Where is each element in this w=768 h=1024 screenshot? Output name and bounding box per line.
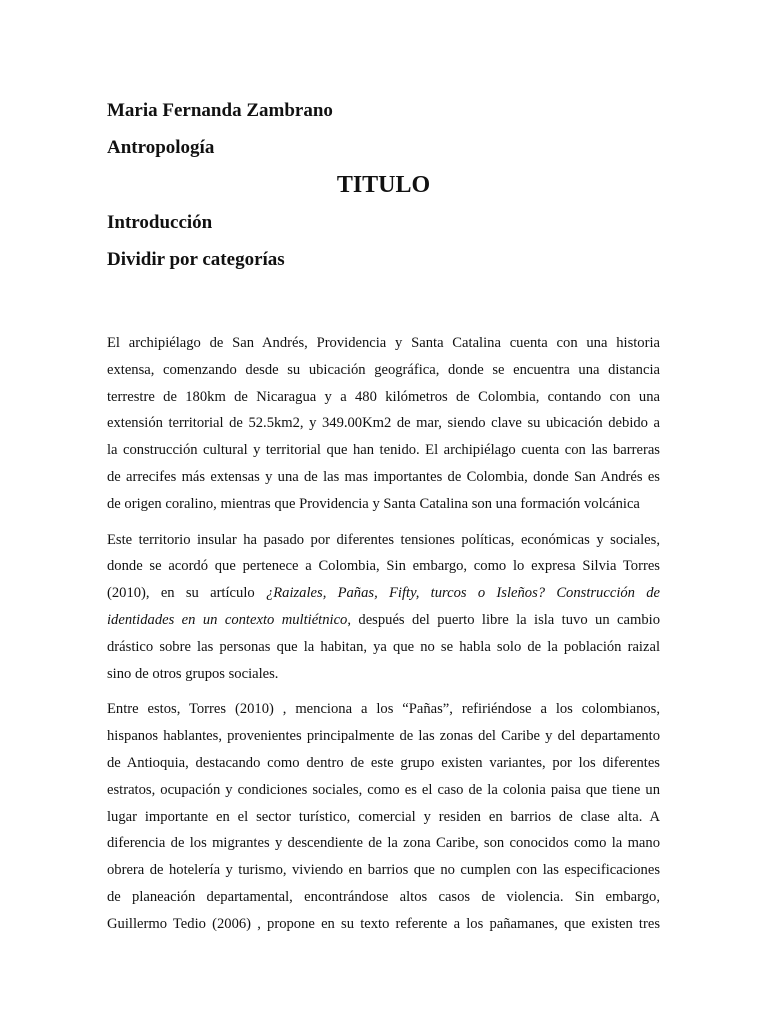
text-fragment: , después del puerto libre la isla tuvo un cambio [347,611,660,628]
text-line: Entre estos, Torres (2010) , menciona a los “Pañas”, refiriéndose a los colombianos, [107,701,660,718]
text-line: obrera de hotelería y turismo, viviendo en barrios que no cumplen con las especificaciones [107,862,660,879]
paragraph-panas [107,696,660,937]
text-line [107,580,660,607]
text-line: la construcción cultural y territorial que han tenido. El archipiélago cuenta con las barreras [107,442,660,459]
text-line: El archipiélago de San Andrés, Providencia y Santa Catalina cuenta con una historia [107,335,660,351]
text-line: sino de otros grupos sociales. [107,665,279,682]
text-line: terrestre de 180km de Nicaragua y a 480 kilómetros de Colombia, contando con una [107,388,660,405]
document-title: TITULO [336,172,431,198]
text-line: de Antioquia, destacando como dentro de este grupo existen variantes, por los diferentes [107,754,660,771]
text-line: de arrecifes más extensas y una de las mas importantes de Colombia, donde San Andrés es [107,468,660,485]
text-line: estratos, ocupación y condiciones sociales, como es el caso de la colonia paisa que tiene un [107,781,660,798]
text-line: Guillermo Tedio (2006) , propone en su texto referente a los pañamanes, que existen tres [107,915,660,932]
article-title-part2: identidades en un contexto multiétnico [107,611,348,628]
text-line: extensión territorial de 52.5km2, y 349.00Km2 de mar, siendo clave su ubicación debido a [107,415,660,432]
subject-name: Antropología [107,137,215,158]
article-title-part1: ¿Raizales, Pañas, Fifty, turcos o Isleños? Construcción de [265,585,660,602]
paragraph-archipelago [107,330,660,518]
text-line: de planeación departamental, encontrándose altos casos de violencia. Sin embargo, [107,888,660,905]
text-line: de origen coralino, mientras que Providencia y Santa Catalina son una formación volcánica [107,495,640,512]
document-page [107,92,660,938]
author-name: Maria Fernanda Zambrano [107,100,333,121]
section-heading-intro: Introducción [107,212,213,233]
text-line: Este territorio insular ha pasado por diferentes tensiones políticas, económicas y sociales, [107,531,660,548]
paragraph-territory [107,527,660,688]
section-heading-categories: Dividir por categorías [107,249,285,270]
text-line: drástico sobre las personas que la habitan, ya que no se habla solo de la población raizal [107,638,660,655]
text-line: lugar importante en el sector turístico, comercial y residen en barrios de clase alta. A [107,808,660,825]
text-line [107,607,660,634]
text-line: diferencia de los migrantes y descendiente de la zona Caribe, son conocidos como la mano [107,835,660,852]
text-fragment: (2010), en su artículo [107,585,266,602]
text-line: extensa, comenzando desde su ubicación geográfica, donde se encuentra una distancia [107,361,660,378]
text-line: hispanos hablantes, provenientes principalmente de las zonas del Caribe y del departamento [107,728,660,745]
text-line: donde se acordó que pertenece a Colombia, Sin embargo, como lo expresa Silvia Torres [107,558,660,575]
